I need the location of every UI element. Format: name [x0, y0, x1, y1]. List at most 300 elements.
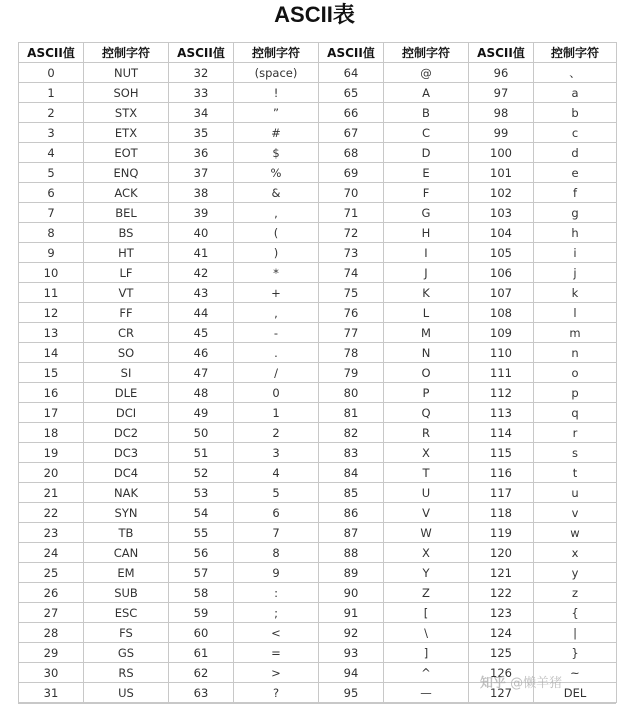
ascii-value-cell: 97	[469, 83, 534, 103]
ascii-value-cell: 31	[19, 683, 84, 703]
control-char-cell: ;	[234, 603, 319, 623]
ascii-value-cell: 10	[19, 263, 84, 283]
ascii-value-cell: 52	[169, 463, 234, 483]
control-char-cell: Y	[384, 563, 469, 583]
ascii-value-cell: 48	[169, 383, 234, 403]
control-char-cell: X	[384, 543, 469, 563]
ascii-value-cell: 44	[169, 303, 234, 323]
watermark	[480, 672, 562, 691]
ascii-value-cell: 35	[169, 123, 234, 143]
ascii-value-cell: 89	[319, 563, 384, 583]
ascii-value-cell: 119	[469, 523, 534, 543]
control-char-cell: FS	[84, 623, 169, 643]
control-char-cell: U	[384, 483, 469, 503]
control-char-cell: SO	[84, 343, 169, 363]
control-char-cell: K	[384, 283, 469, 303]
table-row	[19, 403, 617, 423]
control-char-cell: }	[534, 643, 617, 663]
ascii-value-cell: 25	[19, 563, 84, 583]
ascii-value-cell: 56	[169, 543, 234, 563]
watermark-site: 知乎	[480, 676, 507, 691]
control-char-cell: CAN	[84, 543, 169, 563]
ascii-value-cell: 0	[19, 63, 84, 83]
ascii-value-cell: 91	[319, 603, 384, 623]
ascii-value-cell: 62	[169, 663, 234, 683]
control-char-cell: ESC	[84, 603, 169, 623]
ascii-value-cell: 112	[469, 383, 534, 403]
control-char-cell: b	[534, 103, 617, 123]
control-char-cell: DC2	[84, 423, 169, 443]
ascii-value-cell: 49	[169, 403, 234, 423]
control-char-cell: q	[534, 403, 617, 423]
control-char-cell: ]	[384, 643, 469, 663]
control-char-cell: 9	[234, 563, 319, 583]
control-char-cell: DLE	[84, 383, 169, 403]
control-char-cell: C	[384, 123, 469, 143]
ascii-value-cell: 2	[19, 103, 84, 123]
ascii-value-cell: 117	[469, 483, 534, 503]
ascii-value-cell: 11	[19, 283, 84, 303]
ascii-value-cell: 23	[19, 523, 84, 543]
control-char-cell: n	[534, 343, 617, 363]
table-row	[19, 263, 617, 283]
control-char-cell: o	[534, 363, 617, 383]
ascii-value-cell: 79	[319, 363, 384, 383]
table-row	[19, 583, 617, 603]
control-char-cell: 7	[234, 523, 319, 543]
ascii-value-cell: 114	[469, 423, 534, 443]
control-char-cell: Q	[384, 403, 469, 423]
ascii-value-cell: 4	[19, 143, 84, 163]
control-char-cell: L	[384, 303, 469, 323]
control-char-cell: (	[234, 223, 319, 243]
table-header-row	[19, 43, 617, 63]
ascii-value-cell: 65	[319, 83, 384, 103]
ascii-value-cell: 113	[469, 403, 534, 423]
table-row	[19, 223, 617, 243]
ascii-value-cell: 57	[169, 563, 234, 583]
ascii-value-cell: 80	[319, 383, 384, 403]
control-char-cell: DC3	[84, 443, 169, 463]
control-char-cell: ~	[534, 663, 617, 683]
control-char-cell: j	[534, 263, 617, 283]
ascii-value-cell: 16	[19, 383, 84, 403]
ascii-value-cell: 70	[319, 183, 384, 203]
control-char-cell: :	[234, 583, 319, 603]
control-char-cell: R	[384, 423, 469, 443]
ascii-value-cell: 54	[169, 503, 234, 523]
control-char-cell: ?	[234, 683, 319, 703]
ascii-value-cell: 86	[319, 503, 384, 523]
ascii-value-cell: 116	[469, 463, 534, 483]
control-char-cell: ,	[234, 303, 319, 323]
control-char-cell: {	[534, 603, 617, 623]
table-row	[19, 103, 617, 123]
control-char-cell: -	[234, 323, 319, 343]
ascii-value-cell: 100	[469, 143, 534, 163]
control-char-cell: HT	[84, 243, 169, 263]
ascii-value-cell: 58	[169, 583, 234, 603]
control-char-cell: STX	[84, 103, 169, 123]
ascii-value-cell: 3	[19, 123, 84, 143]
control-char-cell: 4	[234, 463, 319, 483]
table-row	[19, 163, 617, 183]
ascii-value-cell: 66	[319, 103, 384, 123]
control-char-cell: DCI	[84, 403, 169, 423]
table-row	[19, 423, 617, 443]
ascii-value-cell: 93	[319, 643, 384, 663]
control-char-cell: )	[234, 243, 319, 263]
table-row	[19, 443, 617, 463]
ascii-value-cell: 17	[19, 403, 84, 423]
control-char-cell: Z	[384, 583, 469, 603]
control-char-cell: B	[384, 103, 469, 123]
table-row	[19, 503, 617, 523]
ascii-value-cell: 96	[469, 63, 534, 83]
control-char-cell: r	[534, 423, 617, 443]
control-char-cell: GS	[84, 643, 169, 663]
control-char-cell: 2	[234, 423, 319, 443]
control-char-cell: g	[534, 203, 617, 223]
control-char-cell: BEL	[84, 203, 169, 223]
ascii-value-cell: 102	[469, 183, 534, 203]
ascii-value-cell: 45	[169, 323, 234, 343]
page-title: ASCII表	[274, 2, 355, 27]
control-char-cell: RS	[84, 663, 169, 683]
column-header: ASCII值	[169, 43, 234, 63]
control-char-cell: *	[234, 263, 319, 283]
ascii-value-cell: 47	[169, 363, 234, 383]
ascii-value-cell: 81	[319, 403, 384, 423]
column-header: ASCII值	[319, 43, 384, 63]
ascii-value-cell: 29	[19, 643, 84, 663]
table-row	[19, 623, 617, 643]
table-row	[19, 123, 617, 143]
control-char-cell: ETX	[84, 123, 169, 143]
control-char-cell: CR	[84, 323, 169, 343]
control-char-cell: t	[534, 463, 617, 483]
ascii-value-cell: 85	[319, 483, 384, 503]
control-char-cell: y	[534, 563, 617, 583]
ascii-value-cell: 90	[319, 583, 384, 603]
control-char-cell: +	[234, 283, 319, 303]
table-row	[19, 363, 617, 383]
control-char-cell: ENQ	[84, 163, 169, 183]
table-row	[19, 323, 617, 343]
ascii-value-cell: 95	[319, 683, 384, 703]
control-char-cell: %	[234, 163, 319, 183]
ascii-value-cell: 88	[319, 543, 384, 563]
control-char-cell: NAK	[84, 483, 169, 503]
ascii-value-cell: 63	[169, 683, 234, 703]
control-char-cell: ,	[234, 203, 319, 223]
ascii-value-cell: 21	[19, 483, 84, 503]
ascii-value-cell: 104	[469, 223, 534, 243]
table-row	[19, 303, 617, 323]
ascii-value-cell: 22	[19, 503, 84, 523]
ascii-value-cell: 98	[469, 103, 534, 123]
control-char-cell: FF	[84, 303, 169, 323]
ascii-value-cell: 59	[169, 603, 234, 623]
control-char-cell: c	[534, 123, 617, 143]
ascii-value-cell: 105	[469, 243, 534, 263]
ascii-value-cell: 24	[19, 543, 84, 563]
control-char-cell: M	[384, 323, 469, 343]
ascii-value-cell: 64	[319, 63, 384, 83]
ascii-value-cell: 84	[319, 463, 384, 483]
ascii-value-cell: 106	[469, 263, 534, 283]
control-char-cell: ^	[384, 663, 469, 683]
ascii-value-cell: 46	[169, 343, 234, 363]
control-char-cell: #	[234, 123, 319, 143]
column-header: 控制字符	[234, 43, 319, 63]
control-char-cell: (space)	[234, 63, 319, 83]
control-char-cell: z	[534, 583, 617, 603]
ascii-value-cell: 120	[469, 543, 534, 563]
control-char-cell: !	[234, 83, 319, 103]
control-char-cell: SYN	[84, 503, 169, 523]
ascii-value-cell: 67	[319, 123, 384, 143]
table-row	[19, 603, 617, 623]
column-header: ASCII值	[19, 43, 84, 63]
control-char-cell: x	[534, 543, 617, 563]
ascii-value-cell: 20	[19, 463, 84, 483]
column-header: ASCII值	[469, 43, 534, 63]
control-char-cell: a	[534, 83, 617, 103]
ascii-value-cell: 55	[169, 523, 234, 543]
ascii-value-cell: 38	[169, 183, 234, 203]
ascii-value-cell: 68	[319, 143, 384, 163]
ascii-value-cell: 74	[319, 263, 384, 283]
control-char-cell: SI	[84, 363, 169, 383]
control-char-cell: /	[234, 363, 319, 383]
ascii-value-cell: 72	[319, 223, 384, 243]
ascii-value-cell: 19	[19, 443, 84, 463]
control-char-cell: X	[384, 443, 469, 463]
ascii-value-cell: 34	[169, 103, 234, 123]
ascii-value-cell: 82	[319, 423, 384, 443]
ascii-value-cell: 111	[469, 363, 534, 383]
control-char-cell: DEL	[534, 683, 617, 703]
table-row	[19, 643, 617, 663]
table-row	[19, 183, 617, 203]
control-char-cell: G	[384, 203, 469, 223]
control-char-cell: H	[384, 223, 469, 243]
ascii-value-cell: 50	[169, 423, 234, 443]
ascii-table	[18, 42, 617, 703]
control-char-cell: NUT	[84, 63, 169, 83]
table-body	[19, 63, 617, 703]
control-char-cell: N	[384, 343, 469, 363]
ascii-value-cell: 18	[19, 423, 84, 443]
control-char-cell: 、	[534, 63, 617, 83]
ascii-value-cell: 69	[319, 163, 384, 183]
control-char-cell: A	[384, 83, 469, 103]
ascii-value-cell: 27	[19, 603, 84, 623]
control-char-cell: <	[234, 623, 319, 643]
ascii-value-cell: 28	[19, 623, 84, 643]
control-char-cell: F	[384, 183, 469, 203]
ascii-value-cell: 76	[319, 303, 384, 323]
control-char-cell: W	[384, 523, 469, 543]
control-char-cell: h	[534, 223, 617, 243]
control-char-cell: \	[384, 623, 469, 643]
table-row	[19, 63, 617, 83]
table-row	[19, 383, 617, 403]
watermark-author: @懒羊猪	[510, 676, 563, 691]
ascii-value-cell: 73	[319, 243, 384, 263]
control-char-cell: f	[534, 183, 617, 203]
control-char-cell: —	[384, 683, 469, 703]
ascii-value-cell: 13	[19, 323, 84, 343]
ascii-value-cell: 60	[169, 623, 234, 643]
control-char-cell: |	[534, 623, 617, 643]
control-char-cell: =	[234, 643, 319, 663]
control-char-cell: d	[534, 143, 617, 163]
ascii-value-cell: 123	[469, 603, 534, 623]
table-row	[19, 283, 617, 303]
ascii-value-cell: 8	[19, 223, 84, 243]
control-char-cell: v	[534, 503, 617, 523]
control-char-cell: [	[384, 603, 469, 623]
ascii-value-cell: 1	[19, 83, 84, 103]
control-char-cell: 8	[234, 543, 319, 563]
control-char-cell: 3	[234, 443, 319, 463]
control-char-cell: O	[384, 363, 469, 383]
ascii-value-cell: 94	[319, 663, 384, 683]
control-char-cell: P	[384, 383, 469, 403]
ascii-value-cell: 53	[169, 483, 234, 503]
table-row	[19, 83, 617, 103]
ascii-value-cell: 109	[469, 323, 534, 343]
control-char-cell: >	[234, 663, 319, 683]
ascii-value-cell: 9	[19, 243, 84, 263]
control-char-cell: 0	[234, 383, 319, 403]
control-char-cell: VT	[84, 283, 169, 303]
control-char-cell: I	[384, 243, 469, 263]
control-char-cell: w	[534, 523, 617, 543]
ascii-value-cell: 125	[469, 643, 534, 663]
control-char-cell: l	[534, 303, 617, 323]
ascii-value-cell: 83	[319, 443, 384, 463]
table-row	[19, 543, 617, 563]
ascii-value-cell: 115	[469, 443, 534, 463]
column-header: 控制字符	[384, 43, 469, 63]
ascii-value-cell: 41	[169, 243, 234, 263]
ascii-value-cell: 30	[19, 663, 84, 683]
control-char-cell: J	[384, 263, 469, 283]
control-char-cell: 1	[234, 403, 319, 423]
ascii-value-cell: 43	[169, 283, 234, 303]
ascii-value-cell: 107	[469, 283, 534, 303]
ascii-value-cell: 118	[469, 503, 534, 523]
ascii-value-cell: 99	[469, 123, 534, 143]
control-char-cell: SOH	[84, 83, 169, 103]
control-char-cell: D	[384, 143, 469, 163]
ascii-value-cell: 103	[469, 203, 534, 223]
table-row	[19, 203, 617, 223]
ascii-value-cell: 7	[19, 203, 84, 223]
table-row	[19, 243, 617, 263]
control-char-cell: ”	[234, 103, 319, 123]
control-char-cell: @	[384, 63, 469, 83]
control-char-cell: &	[234, 183, 319, 203]
table-row	[19, 483, 617, 503]
ascii-value-cell: 126	[469, 663, 534, 683]
ascii-value-cell: 121	[469, 563, 534, 583]
ascii-value-cell: 78	[319, 343, 384, 363]
ascii-value-cell: 71	[319, 203, 384, 223]
ascii-value-cell: 124	[469, 623, 534, 643]
control-char-cell: .	[234, 343, 319, 363]
ascii-value-cell: 127	[469, 683, 534, 703]
control-char-cell: V	[384, 503, 469, 523]
ascii-value-cell: 87	[319, 523, 384, 543]
control-char-cell: e	[534, 163, 617, 183]
table-row	[19, 523, 617, 543]
ascii-value-cell: 108	[469, 303, 534, 323]
ascii-value-cell: 61	[169, 643, 234, 663]
ascii-value-cell: 36	[169, 143, 234, 163]
ascii-value-cell: 122	[469, 583, 534, 603]
column-header: 控制字符	[84, 43, 169, 63]
bottom-divider	[18, 703, 616, 704]
ascii-value-cell: 5	[19, 163, 84, 183]
table-row	[19, 463, 617, 483]
column-header: 控制字符	[534, 43, 617, 63]
control-char-cell: ACK	[84, 183, 169, 203]
control-char-cell: m	[534, 323, 617, 343]
ascii-value-cell: 101	[469, 163, 534, 183]
ascii-value-cell: 12	[19, 303, 84, 323]
ascii-value-cell: 15	[19, 363, 84, 383]
control-char-cell: $	[234, 143, 319, 163]
ascii-value-cell: 6	[19, 183, 84, 203]
control-char-cell: 6	[234, 503, 319, 523]
ascii-value-cell: 110	[469, 343, 534, 363]
ascii-value-cell: 26	[19, 583, 84, 603]
ascii-value-cell: 32	[169, 63, 234, 83]
control-char-cell: EOT	[84, 143, 169, 163]
control-char-cell: TB	[84, 523, 169, 543]
control-char-cell: E	[384, 163, 469, 183]
control-char-cell: LF	[84, 263, 169, 283]
control-char-cell: BS	[84, 223, 169, 243]
ascii-value-cell: 14	[19, 343, 84, 363]
ascii-value-cell: 33	[169, 83, 234, 103]
control-char-cell: US	[84, 683, 169, 703]
control-char-cell: k	[534, 283, 617, 303]
control-char-cell: s	[534, 443, 617, 463]
ascii-value-cell: 42	[169, 263, 234, 283]
ascii-value-cell: 75	[319, 283, 384, 303]
ascii-value-cell: 37	[169, 163, 234, 183]
control-char-cell: p	[534, 383, 617, 403]
ascii-value-cell: 77	[319, 323, 384, 343]
control-char-cell: EM	[84, 563, 169, 583]
table-row	[19, 343, 617, 363]
control-char-cell: SUB	[84, 583, 169, 603]
ascii-value-cell: 39	[169, 203, 234, 223]
ascii-value-cell: 92	[319, 623, 384, 643]
table-row	[19, 563, 617, 583]
table-row	[19, 143, 617, 163]
control-char-cell: DC4	[84, 463, 169, 483]
control-char-cell: T	[384, 463, 469, 483]
ascii-value-cell: 40	[169, 223, 234, 243]
ascii-value-cell: 51	[169, 443, 234, 463]
control-char-cell: i	[534, 243, 617, 263]
